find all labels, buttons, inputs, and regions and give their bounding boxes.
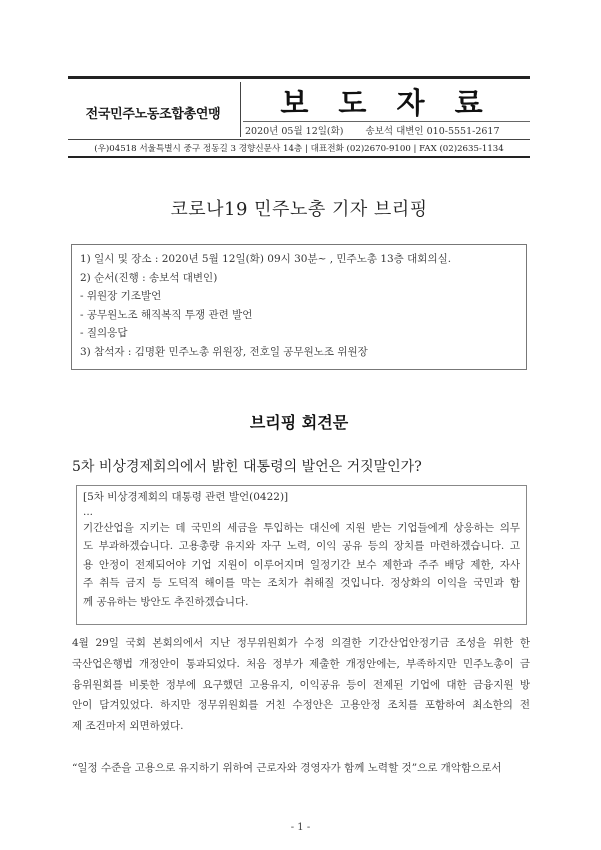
page-number: - 1 -	[290, 822, 311, 833]
header-divider-horizontal	[243, 121, 530, 122]
question-heading: 5차 비상경제회의에서 밝힌 대통령의 발언은 거짓말인가?	[72, 459, 422, 475]
quote-line: 주 취득 금지 등 도덕적 해이를 막는 조치가 취해질 것입니다. 정상화의 이익을 국민과 함	[83, 577, 520, 590]
quote-line: 도 부과하겠습니다. 고용총량 유지와 자구 노력, 이익 공유 등의 장치를 마련하겠습니다. 고	[83, 540, 520, 553]
info-line: - 질의응답	[80, 327, 128, 340]
paragraph-line: 4월 29일 국회 본회의에서 지난 정무위원회가 수정 의결한 기간산업안정기금 조성을 위한 한	[72, 637, 530, 649]
quote-line: 용 안정이 전제되어야 기업 지원이 이루어지며 일정기간 보수 제한과 주주 배당 제한, 자사	[83, 558, 520, 571]
release-date: 2020년 05월 12일(화)	[245, 126, 344, 137]
briefing-info-box	[71, 244, 527, 370]
header-info-row	[243, 123, 530, 137]
paragraph-line: 안이 담겨있었다. 하지만 정무위원회를 거친 수정안은 고용안정 조치를 포함하여 최소한의 전	[72, 699, 530, 712]
body-paragraph-1	[72, 633, 530, 737]
quote-line: 기간산업을 지키는 데 국민의 세금을 투입하는 대신에 지원 받는 기업들에게 상응하는 의무	[83, 522, 520, 534]
organization-name: 전국민주노동조합총연맹	[85, 106, 221, 122]
quote-line: 께 공유하는 방안도 추진하겠습니다.	[83, 595, 249, 608]
spokesperson-contact: 송보석 대변인 010-5551-2617	[365, 126, 500, 137]
document-title: 코로나19 민주노총 기자 브리핑	[170, 199, 428, 220]
organization-address: (우)04518 서울특별시 중구 정동길 3 경향신문사 14층 | 대표전화 (02)2670-9100 | FAX (02)2635-1134	[94, 144, 504, 154]
press-release-header	[68, 76, 530, 158]
paragraph-line: 국산업은행법 개정안이 통과되었다. 처음 정부가 제출한 개정안에는, 부족하지만 민주노총이 금	[72, 657, 530, 670]
header-bottom-rule	[68, 156, 530, 158]
info-line: - 위원장 기조발언	[80, 290, 162, 303]
info-line: 2) 순서(진행 : 송보석 대변인)	[80, 271, 218, 284]
info-line: - 공무원노조 해직복직 투쟁 관련 발언	[80, 308, 253, 321]
president-quote-box	[76, 485, 527, 625]
quote-heading: [5차 비상경제회의 대통령 관련 발언(0422)]	[83, 491, 289, 503]
quote-ellipsis: ...	[83, 506, 94, 518]
press-release-title: 보 도 자 료	[280, 85, 493, 120]
section-title: 브리핑 회견문	[249, 413, 349, 432]
header-divider	[240, 82, 241, 137]
info-line: 1) 일시 및 장소 : 2020년 5월 12일(화) 09시 30분~ , 민주노총 13층 대회의실.	[80, 253, 452, 265]
paragraph-line: 융위원회를 비롯한 정부에 요구했던 고용유지, 이익공유 등이 전제된 기업에 대한 금융지원 방	[72, 678, 530, 691]
paragraph-line: “일정 수준을 고용으로 유지하기 위하여 근로자와 경영자가 함께 노력할 것”으로 개악함으로서	[72, 762, 502, 774]
info-line: 3) 참석자 : 김명환 민주노총 위원장, 전호일 공무원노조 위원장	[80, 345, 368, 358]
paragraph-line: 제 조건마저 외면하였다.	[72, 720, 184, 733]
header-top-rule	[68, 76, 530, 79]
body-paragraph-2	[72, 758, 530, 779]
